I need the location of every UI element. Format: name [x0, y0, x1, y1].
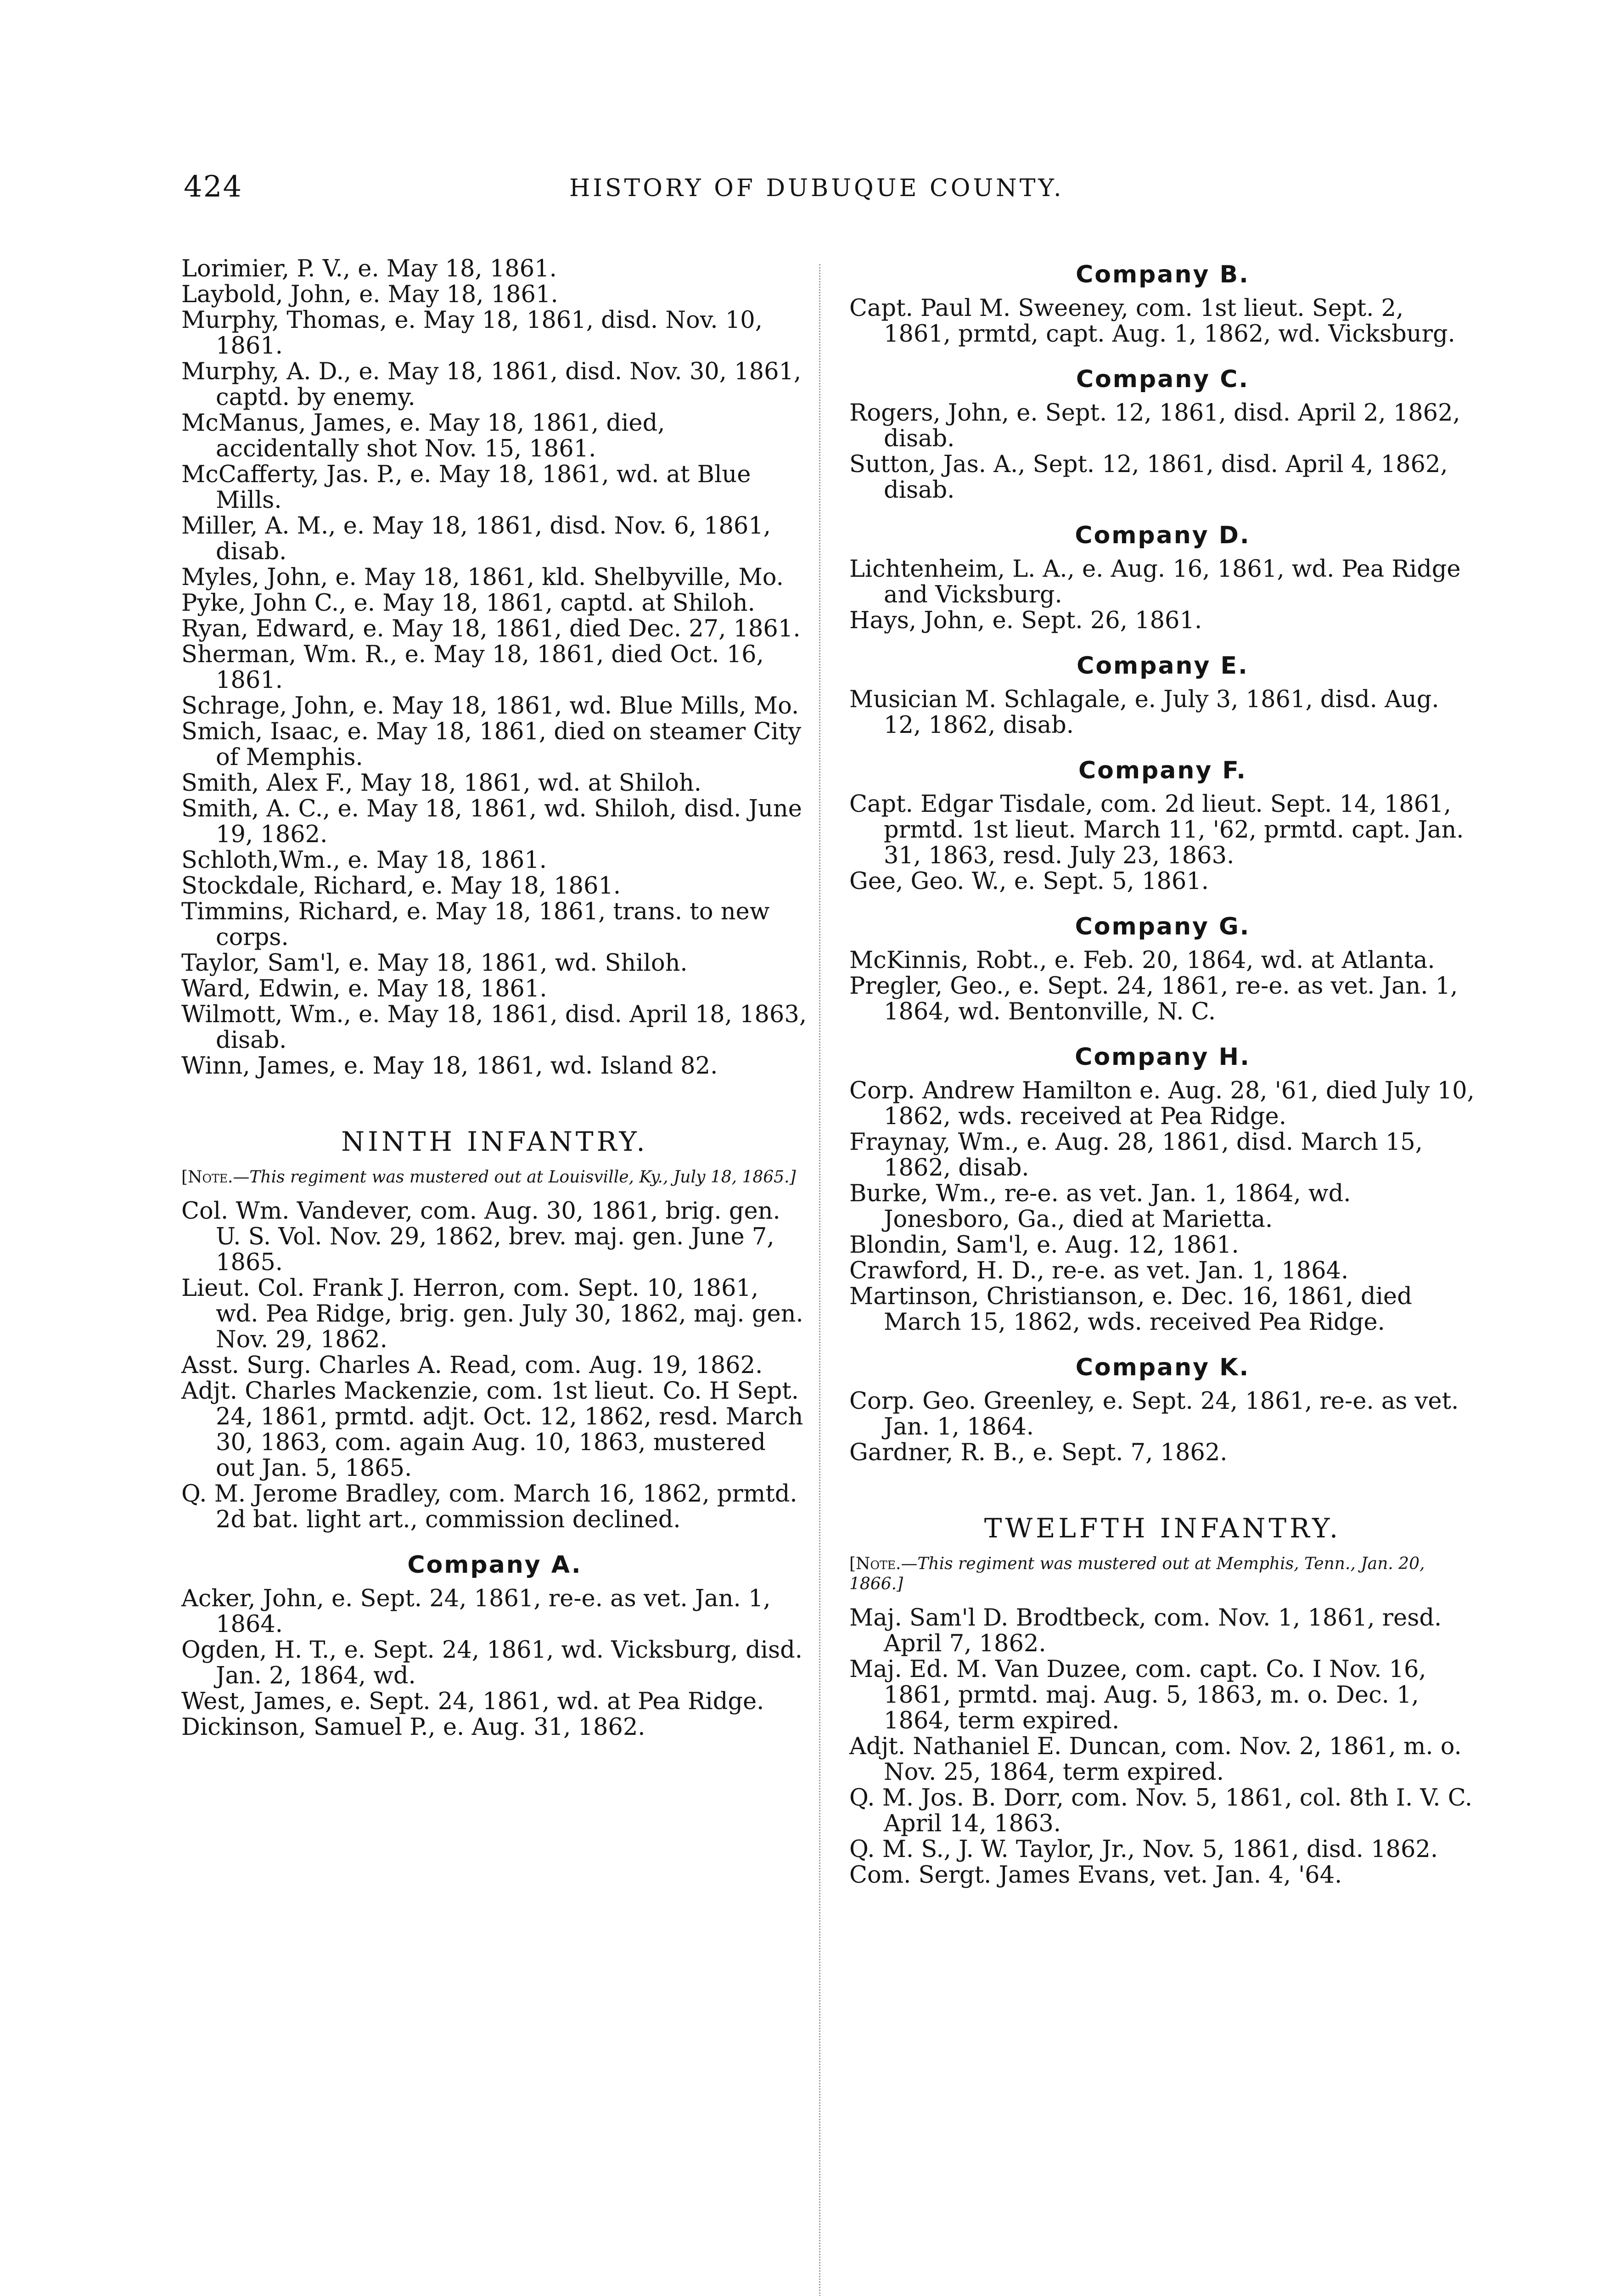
- roster-entry: West, James, e. Sept. 24, 1861, wd. at Pea Ridge.: [181, 1688, 764, 1715]
- roster-entry: Martinson, Christianson, e. Dec. 16, 1861, died March 15, 1862, wds. received Pea Ridge.: [849, 1283, 1412, 1336]
- roster-entry: Ward, Edwin, e. May 18, 1861.: [181, 975, 547, 1002]
- company-heading: Company B.: [1076, 261, 1250, 288]
- roster-entry: Sherman, Wm. R., e. May 18, 1861, died Oct. 16, 1861.: [181, 641, 764, 694]
- staff-entry: Q. M. Jerome Bradley, com. March 16, 1862, prmtd. 2d bat. light art., commission declined.: [181, 1480, 797, 1533]
- note-lead: [Note.: [849, 1554, 901, 1573]
- roster-entry: Gardner, R. B., e. Sept. 7, 1862.: [849, 1439, 1228, 1466]
- roster-entry: Laybold, John, e. May 18, 1861.: [181, 281, 558, 308]
- staff-entry: Maj. Sam'l D. Brodtbeck, com. Nov. 1, 1861, resd. April 7, 1862.: [849, 1604, 1442, 1657]
- roster-entry: Dickinson, Samuel P., e. Aug. 31, 1862.: [181, 1714, 645, 1741]
- staff-entry: Q. M. S., J. W. Taylor, Jr., Nov. 5, 1861, disd. 1862.: [849, 1836, 1438, 1863]
- roster-entry: Murphy, Thomas, e. May 18, 1861, disd. Nov. 10, 1861.: [181, 307, 763, 360]
- roster-entry: McKinnis, Robt., e. Feb. 20, 1864, wd. at Atlanta.: [849, 947, 1435, 974]
- staff-entry: Com. Sergt. James Evans, vet. Jan. 4, '64.: [849, 1862, 1342, 1889]
- roster-list: [181, 256, 808, 1079]
- roster-entry: Murphy, A. D., e. May 18, 1861, disd. Nov. 30, 1861, captd. by enemy.: [181, 358, 802, 411]
- roster-entry: Rogers, John, e. Sept. 12, 1861, disd. April 2, 1862, disab.: [849, 400, 1460, 452]
- staff-entry: Q. M. Jos. B. Dorr, com. Nov. 5, 1861, col. 8th I. V. C. April 14, 1863.: [849, 1784, 1473, 1837]
- roster-entry: Capt. Paul M. Sweeney, com. 1st lieut. Sept. 2, 1861, prmtd, capt. Aug. 1, 1862, wd. Vicksburg.: [849, 295, 1455, 348]
- roster-entry: Blondin, Sam'l, e. Aug. 12, 1861.: [849, 1232, 1239, 1259]
- section-title-ninth-infantry: NINTH INFANTRY.: [341, 1126, 648, 1157]
- roster-entry: Gee, Geo. W., e. Sept. 5, 1861.: [849, 868, 1209, 895]
- roster-entry: Ryan, Edward, e. May 18, 1861, died Dec. 27, 1861.: [181, 615, 801, 642]
- roster-entry: Acker, John, e. Sept. 24, 1861, re-e. as vet. Jan. 1, 1864.: [181, 1585, 771, 1638]
- roster-entry: Miller, A. M., e. May 18, 1861, disd. Nov. 6, 1861, disab.: [181, 512, 771, 565]
- staff-entry: Lieut. Col. Frank J. Herron, com. Sept. 10, 1861, wd. Pea Ridge, brig. gen. July 30, 1862, maj. gen. Nov. 29, 1862.: [181, 1275, 803, 1353]
- company-heading: Company G.: [1075, 913, 1251, 940]
- roster-entry: Corp. Geo. Greenley, e. Sept. 24, 1861, re-e. as vet. Jan. 1, 1864.: [849, 1388, 1459, 1441]
- company-heading: Company K.: [1075, 1354, 1250, 1381]
- roster-entry: Burke, Wm., re-e. as vet. Jan. 1, 1864, wd. Jonesboro, Ga., died at Marietta.: [849, 1180, 1351, 1233]
- roster-entry: Wilmott, Wm., e. May 18, 1861, disd. April 18, 1863, disab.: [181, 1001, 807, 1054]
- roster-entry: McManus, James, e. May 18, 1861, died, accidentally shot Nov. 15, 1861.: [181, 410, 665, 462]
- roster-entry: Schrage, John, e. May 18, 1861, wd. Blue Mills, Mo.: [181, 692, 799, 720]
- right-column: [849, 256, 1476, 1888]
- roster-entry: Smith, A. C., e. May 18, 1861, wd. Shiloh, disd. June 19, 1862.: [181, 795, 802, 848]
- roster-entry: Hays, John, e. Sept. 26, 1861.: [849, 607, 1202, 634]
- roster-entry: Schloth,Wm., e. May 18, 1861.: [181, 847, 547, 874]
- staff-entry: Col. Wm. Vandever, com. Aug. 30, 1861, brig. gen. U. S. Vol. Nov. 29, 1862, brev. maj. gen. June 7, 1865.: [181, 1198, 780, 1276]
- roster-entry: Smith, Alex F., May 18, 1861, wd. at Shiloh.: [181, 770, 701, 797]
- roster-entry: Timmins, Richard, e. May 18, 1861, trans. to new corps.: [181, 898, 770, 951]
- running-title: HISTORY OF DUBUQUE COUNTY.: [569, 174, 1064, 202]
- company-heading: Company F.: [1078, 757, 1247, 784]
- roster-entry: Sutton, Jas. A., Sept. 12, 1861, disd. April 4, 1862, disab.: [849, 451, 1448, 504]
- roster-entry: Taylor, Sam'l, e. May 18, 1861, wd. Shiloh.: [181, 950, 688, 977]
- staff-entry: Maj. Ed. M. Van Duzee, com. capt. Co. I Nov. 16, 1861, prmtd. maj. Aug. 5, 1863, m. o. Dec. 1, 1864, term expired.: [849, 1656, 1426, 1734]
- roster-entry: Capt. Edgar Tisdale, com. 2d lieut. Sept. 14, 1861, prmtd. 1st lieut. March 11, '62, prmtd. capt. Jan. 31, 1863, resd. July 23, 1863.: [849, 791, 1464, 869]
- roster-entry: Stockdale, Richard, e. May 18, 1861.: [181, 872, 621, 900]
- page-header: [0, 0, 1616, 230]
- note-lead: [Note.: [181, 1168, 233, 1187]
- roster-entry: Pyke, John C., e. May 18, 1861, captd. at Shiloh.: [181, 590, 755, 617]
- roster-entry: Fraynay, Wm., e. Aug. 28, 1861, disd. March 15, 1862, disab.: [849, 1129, 1423, 1182]
- company-heading: Company E.: [1077, 652, 1249, 680]
- roster-entry: Myles, John, e. May 18, 1861, kld. Shelbyville, Mo.: [181, 564, 784, 591]
- company-heading: Company A.: [407, 1551, 582, 1579]
- staff-entry: Adjt. Charles Mackenzie, com. 1st lieut. Co. H Sept. 24, 1861, prmtd. adjt. Oct. 12, 1862, resd. March 30, 1863, com. again Aug. 10, 1863, mustered out Jan. 5, 1865.: [181, 1378, 803, 1482]
- roster-entry: Lichtenheim, L. A., e. Aug. 16, 1861, wd. Pea Ridge and Vicksburg.: [849, 556, 1461, 608]
- roster-entry: Pregler, Geo., e. Sept. 24, 1861, re-e. as vet. Jan. 1, 1864, wd. Bentonville, N. C.: [849, 973, 1458, 1025]
- roster-entry: Winn, James, e. May 18, 1861, wd. Island 82.: [181, 1052, 718, 1080]
- staff-list: [849, 1605, 1476, 1888]
- section-note: [849, 1554, 1476, 1594]
- roster-entry: Lorimier, P. V., e. May 18, 1861.: [181, 255, 557, 282]
- page-number: 424: [184, 170, 243, 204]
- roster-entry: Corp. Andrew Hamilton e. Aug. 28, '61, died July 10, 1862, wds. received at Pea Ridge.: [849, 1077, 1475, 1130]
- company-heading: Company C.: [1076, 366, 1250, 393]
- column-divider: [819, 264, 820, 2296]
- section-note: [181, 1167, 808, 1187]
- roster-entry: Musician M. Schlagale, e. July 3, 1861, disd. Aug. 12, 1862, disab.: [849, 686, 1439, 739]
- staff-list: [181, 1199, 808, 1533]
- roster-entry: McCafferty, Jas. P., e. May 18, 1861, wd. at Blue Mills.: [181, 461, 751, 514]
- roster-entry: Ogden, H. T., e. Sept. 24, 1861, wd. Vicksburg, disd. Jan. 2, 1864, wd.: [181, 1637, 802, 1689]
- staff-entry: Adjt. Nathaniel E. Duncan, com. Nov. 2, 1861, m. o. Nov. 25, 1864, term expired.: [849, 1733, 1462, 1786]
- staff-entry: Asst. Surg. Charles A. Read, com. Aug. 19, 1862.: [181, 1352, 763, 1379]
- section-title-twelfth-infantry: TWELFTH INFANTRY.: [984, 1513, 1341, 1544]
- company-heading: Company D.: [1075, 522, 1251, 549]
- note-text: —This regiment was mustered out at Memphis, Tenn., Jan. 20, 1866.]: [849, 1554, 1425, 1593]
- roster-entry: Crawford, H. D., re-e. as vet. Jan. 1, 1864.: [849, 1257, 1349, 1284]
- company-heading: Company H.: [1075, 1043, 1251, 1071]
- note-text: —This regiment was mustered out at Louisville, Ky., July 18, 1865.]: [233, 1168, 796, 1187]
- left-column: [181, 256, 808, 1740]
- roster-entry: Smich, Isaac, e. May 18, 1861, died on steamer City of Memphis.: [181, 718, 802, 771]
